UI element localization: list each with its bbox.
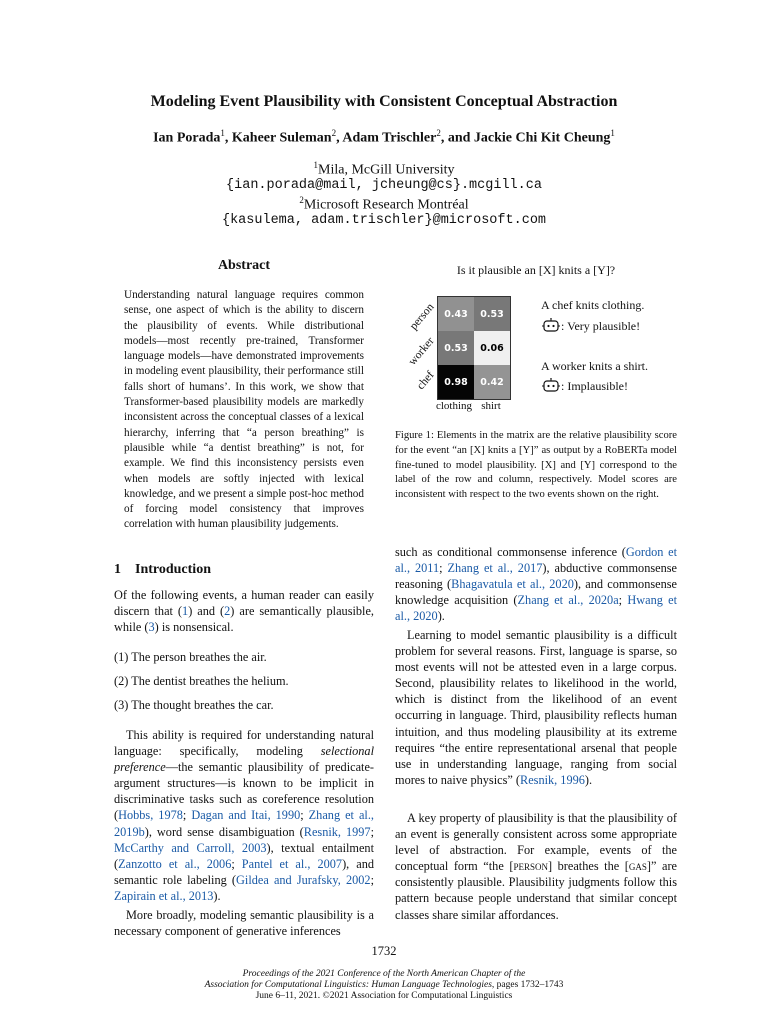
citation-link[interactable]: Zapirain et al., 2013 bbox=[114, 888, 214, 903]
example-1: (1) The person breathes the air. bbox=[114, 650, 267, 664]
example-ref-link[interactable]: 1 bbox=[182, 604, 189, 619]
right-paragraph-2: Learning to model semantic plausibility is a difficult problem for several reasons. First, language is sparse, so most events will not be attested even in a large corpus. Second, plausibility relates to likelihood in the world, which is distinct from the likelihood of an event occurring in language. Third, plausibility reflects human intuition, and thus modeling plausibility at its extreme requires “the entire representational arsenal that people use in understanding language, ranging from social mores to naive physics” (Resnik, 1996). bbox=[395, 628, 677, 787]
column-label: shirt bbox=[481, 400, 501, 412]
citation-link[interactable]: Bhagavatula et al., 2020 bbox=[451, 577, 574, 592]
column-label: clothing bbox=[435, 400, 473, 412]
intro-paragraph-2: This ability is required for understanding natural language: specifically, modeling selectional preference—the semantic plausibility of predicate-argument structures—is known to be implicit in discriminative tasks such as coreference resolution (Hobbs, 1978; Dagan and Itai, 1990; Zhang et al., 2019b), word sense disambiguation (Resnik, 1997; McCarthy and Carroll, 2003), textual entailment (Zanzotto et al., 2006; Pantel et al., 2007), and semantic role labeling (Gildea and Jurafsky, 2002; Zapirain et al., 2013). bbox=[114, 728, 375, 903]
affiliation-2: $^2$Microsoft Research Montréal bbox=[299, 195, 469, 213]
page-number: 1732 bbox=[371, 944, 397, 958]
example-2: (2) The dentist breathes the helium. bbox=[114, 674, 289, 688]
abstract-heading: Abstract bbox=[217, 258, 271, 273]
citation-link[interactable]: Pantel et al., 2007 bbox=[241, 856, 343, 871]
row-label: person bbox=[407, 301, 437, 333]
example-3: (3) The thought breathes the car. bbox=[114, 698, 274, 712]
row-label: chef bbox=[414, 369, 437, 393]
matrix-cell: 0.43 bbox=[438, 297, 474, 331]
citation-link[interactable]: McCarthy and Carroll, 2003 bbox=[114, 840, 267, 855]
figure-example-2: A worker knits a shirt. bbox=[541, 359, 648, 373]
figure-response-2: : Implausible! bbox=[541, 378, 628, 396]
robot-icon bbox=[541, 378, 561, 396]
matrix-cell: 0.06 bbox=[474, 331, 510, 365]
matrix-cell: 0.53 bbox=[438, 331, 474, 365]
matrix-cell: 0.98 bbox=[438, 365, 474, 399]
matrix-cell: 0.53 bbox=[474, 297, 510, 331]
intro-paragraph-3: More broadly, modeling semantic plausibility is a necessary component of generative inferences bbox=[114, 908, 374, 939]
citation-link[interactable]: Gildea and Jurafsky, 2002 bbox=[236, 872, 371, 887]
right-paragraph-3: A key property of plausibility is that the plausibility of an event is generally consistent across some appropriate level of abstraction. For example, events of the conceptual form “the [person] breathes the [gas]” are consistently plausible. Plausibility judgments follow this pattern because people understand that similar concept classes share similar affordances. bbox=[395, 811, 678, 922]
figure-example-1: A chef knits clothing. bbox=[541, 298, 645, 312]
citation-link[interactable]: Dagan and Itai, 1990 bbox=[191, 808, 301, 823]
proceedings-footer: Proceedings of the 2021 Conference of the North American Chapter of the Association for Computational Linguistics: Human Language Technologies, pages 1732–1743 June 6–11, 2021. ©2021 Association for Computational Linguistics bbox=[204, 969, 564, 1001]
author-name: Jackie Chi Kit Cheung bbox=[473, 130, 611, 146]
citation-link[interactable]: Resnik, 1997 bbox=[303, 824, 371, 839]
citation-link[interactable]: Gordon et al., 2011 bbox=[395, 545, 677, 576]
figure-question: Is it plausible an [X] knits a [Y]? bbox=[456, 263, 616, 277]
figure-caption: Figure 1: Elements in the matrix are the relative plausibility score for the event “an [X] knits a [Y]” as output by a RoBERTa model fine-tuned to model plausibility. [X] and [Y] correspond to the label of the row and column, respectively. Model scores are inconsistent with respect to the two events shown on the right. bbox=[395, 430, 677, 501]
example-ref-link[interactable]: 2 bbox=[224, 604, 231, 619]
section-heading-introduction: 1 Introduction bbox=[114, 562, 211, 577]
citation-link[interactable]: Zhang et al., 2017 bbox=[447, 561, 543, 576]
matrix-cell: 0.42 bbox=[474, 365, 510, 399]
robot-icon bbox=[541, 318, 561, 336]
citation-link[interactable]: Zanzotto et al., 2006 bbox=[118, 856, 232, 871]
author-name: Ian Porada bbox=[153, 130, 221, 146]
citation-link[interactable]: Zhang et al., 2019b bbox=[114, 808, 374, 839]
email-1: {ian.porada@mail, jcheung@cs}.mcgill.ca bbox=[226, 178, 542, 193]
citation-link[interactable]: Resnik, 1996 bbox=[520, 772, 585, 787]
citation-link[interactable]: Hwang et al., 2020 bbox=[395, 593, 677, 624]
author-name: Kaheer Suleman bbox=[231, 130, 332, 146]
abstract-text: Understanding natural language requires common sense, one aspect of which is the ability to discern the plausibility of events. While distributional models—most recently pre-trained, Transformer language models—have demonstrated improvements in modeling event plausibility, their performance still falls short of humans’. In this work, we show that Transformer-based plausibility models are markedly inconsistent across the conceptual classes of a lexical hierarchy, inferring that “a person breathing” is plausible while “a dentist breathing” is not, for example. We find this inconsistency persists even when models are softly injected with lexical knowledge, and we present a simple post-hoc method of forcing model consistency that improves correlation with human plausibility judgements. bbox=[124, 289, 364, 531]
citation-link[interactable]: Zhang et al., 2020a bbox=[517, 593, 619, 608]
email-2: {kasulema, adam.trischler}@microsoft.com bbox=[221, 213, 547, 228]
author-list: Ian Porada$^1$, Kaheer Suleman$^2$, Adam Trischler$^2$, and Jackie Chi Kit Cheung$^1$ bbox=[153, 128, 615, 146]
example-ref-link[interactable]: 3 bbox=[148, 620, 155, 635]
author-name: Adam Trischler bbox=[342, 130, 437, 146]
figure-response-1: : Very plausible! bbox=[541, 318, 640, 336]
figure-1 bbox=[395, 285, 677, 420]
citation-link[interactable]: Hobbs, 1978 bbox=[118, 808, 183, 823]
right-paragraph-1: such as conditional commonsense inference (Gordon et al., 2011; Zhang et al., 2017), abductive commonsense reasoning (Bhagavatula et al., 2020), and commonsense knowledge acquisition (Zhang et al., 2020a; Hwang et al., 2020). bbox=[395, 545, 677, 624]
affiliation-1: $^1$Mila, McGill University bbox=[313, 160, 455, 178]
intro-paragraph-1: Of the following events, a human reader can easily discern that (1) and (2) are semantically plausible, while (3) is nonsensical. bbox=[114, 588, 374, 635]
row-label: worker bbox=[406, 335, 437, 368]
plausibility-matrix bbox=[437, 296, 511, 400]
paper-title: Modeling Event Plausibility with Consistent Conceptual Abstraction bbox=[150, 93, 618, 110]
